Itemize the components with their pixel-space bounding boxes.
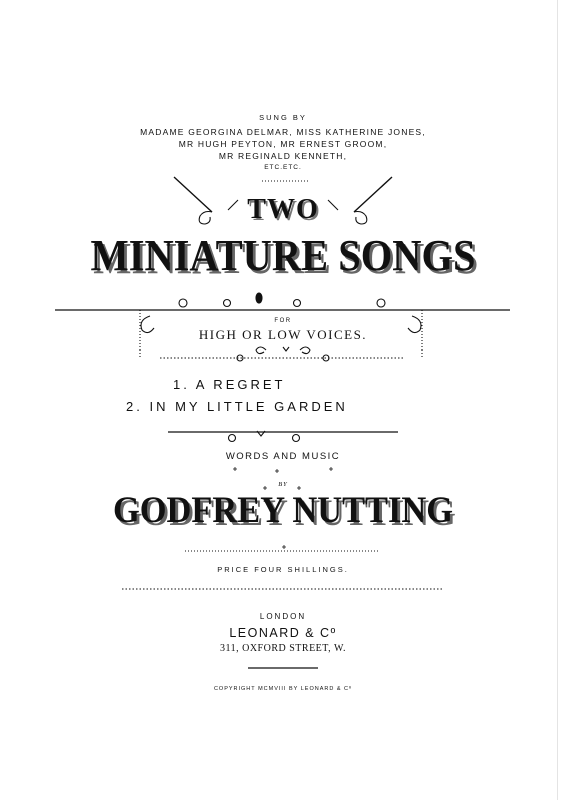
publisher-name: LEONARD & Cº [229,626,337,640]
for-label: FOR [274,318,292,324]
scroll-right-icon [377,299,385,307]
song-item-in-my-little-garden: 2. IN MY LITTLE GARDEN [126,399,348,414]
singers-etc: ETC.ETC. [264,164,302,171]
center-drop-icon [256,293,262,303]
voices-label: HIGH OR LOW VOICES. [198,327,368,342]
by-label: BY [278,481,288,488]
singers-line-3: MR REGINALD KENNETH, [218,151,348,161]
title-miniature-songs: MINIATURE SONGS [90,231,476,280]
publisher-address: 311, OXFORD STREET, W. [219,643,346,654]
price-text: PRICE FOUR SHILLINGS. [217,565,349,574]
song-item-a-regret: 1. A REGRET [173,377,286,392]
composer-name: GODFREY NUTTING [112,490,453,531]
copyright-notice: COPYRIGHT MCMVIII BY LEONARD & Cº [213,686,353,692]
voices-swirl-left-icon [256,347,266,354]
sung-by-heading: SUNG BY [259,113,307,122]
publisher-city: LONDON [259,612,307,621]
voices-swirl-right-icon [300,347,310,354]
singers-line-1: MADAME GEORGINA DELMAR, MISS KATHERINE JONES, [140,127,426,137]
voices-chevron-icon [283,347,289,351]
words-and-music-label: WORDS AND MUSIC [225,451,341,462]
title-two: TWO [247,194,319,225]
songs-scroll-right-icon [293,435,300,442]
singers-line-2: MR HUGH PEYTON, MR ERNEST GROOM, [178,139,388,149]
songs-scroll-left-icon [229,435,236,442]
scroll-left-icon [179,299,187,307]
